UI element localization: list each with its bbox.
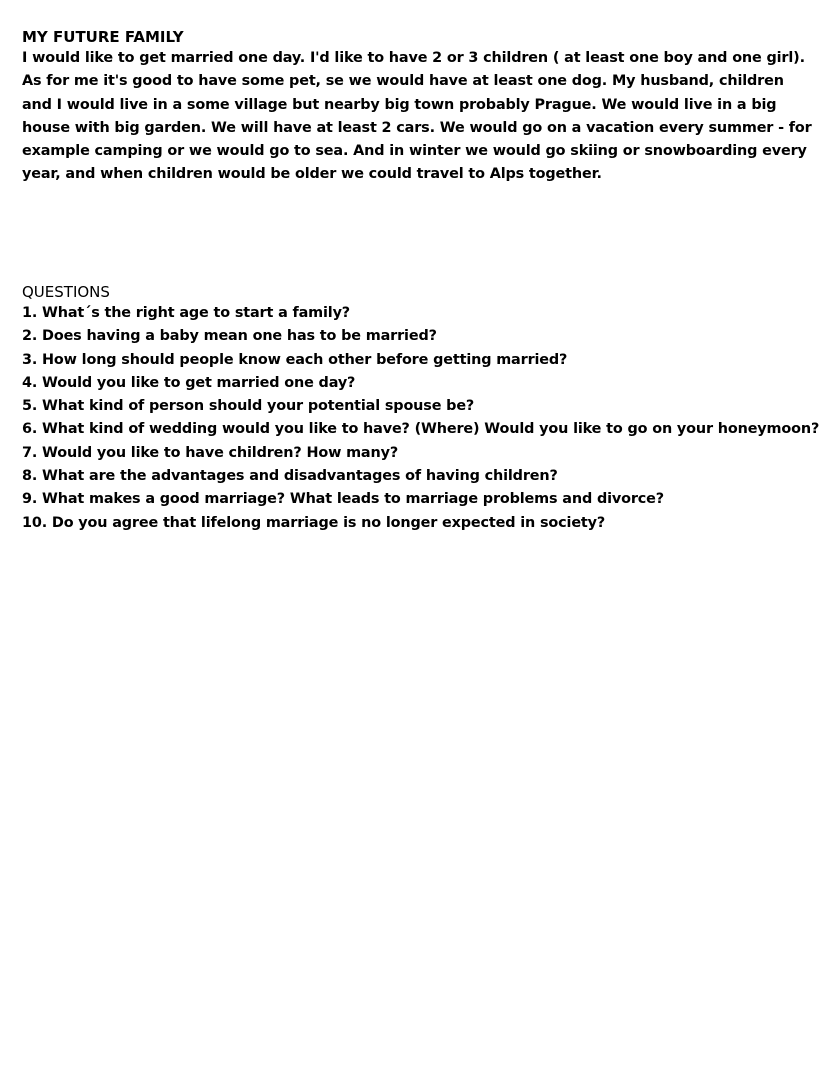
question-item: 10. Do you agree that lifelong marriage is no longer expected in society? [22,514,606,531]
essay-paragraph: I would like to get married one day. I'd like to have 2 or 3 children ( at least one boy and one girl). As for me it's good to have some pet, se we would have at least one dog. My husband, children and I would live in a some village but nearby big town probably Prague. We would live in a big house with big garden. We will have at least 2 cars. We would go on a vacation every summer - for example camping or we would go to sea. And in winter we would go skiing or snowboarding every year, and when children would be older we could travel to Alps together. [22,50,812,183]
document-title: MY FUTURE FAMILY [22,28,184,46]
question-item: 7. Would you like to have children? How many? [22,444,399,461]
essay-section [22,27,812,187]
questions-list [22,302,820,535]
question-item: 3. How long should people know each other before getting married? [22,351,568,368]
question-item: 8. What are the advantages and disadvantages of having children? [22,468,558,485]
question-item: 4. Would you like to get married one day? [22,374,356,391]
question-item: 6. What kind of wedding would you like to have? (Where) Would you like to go on your honeymoon? [22,421,820,438]
question-item: 2. Does having a baby mean one has to be married? [22,328,437,345]
questions-section [22,282,820,535]
question-item: 1. What´s the right age to start a family? [22,305,351,321]
questions-heading: QUESTIONS [22,283,110,301]
question-item: 9. What makes a good marriage? What leads to marriage problems and divorce? [22,491,664,508]
question-item: 5. What kind of person should your potential spouse be? [22,398,475,415]
